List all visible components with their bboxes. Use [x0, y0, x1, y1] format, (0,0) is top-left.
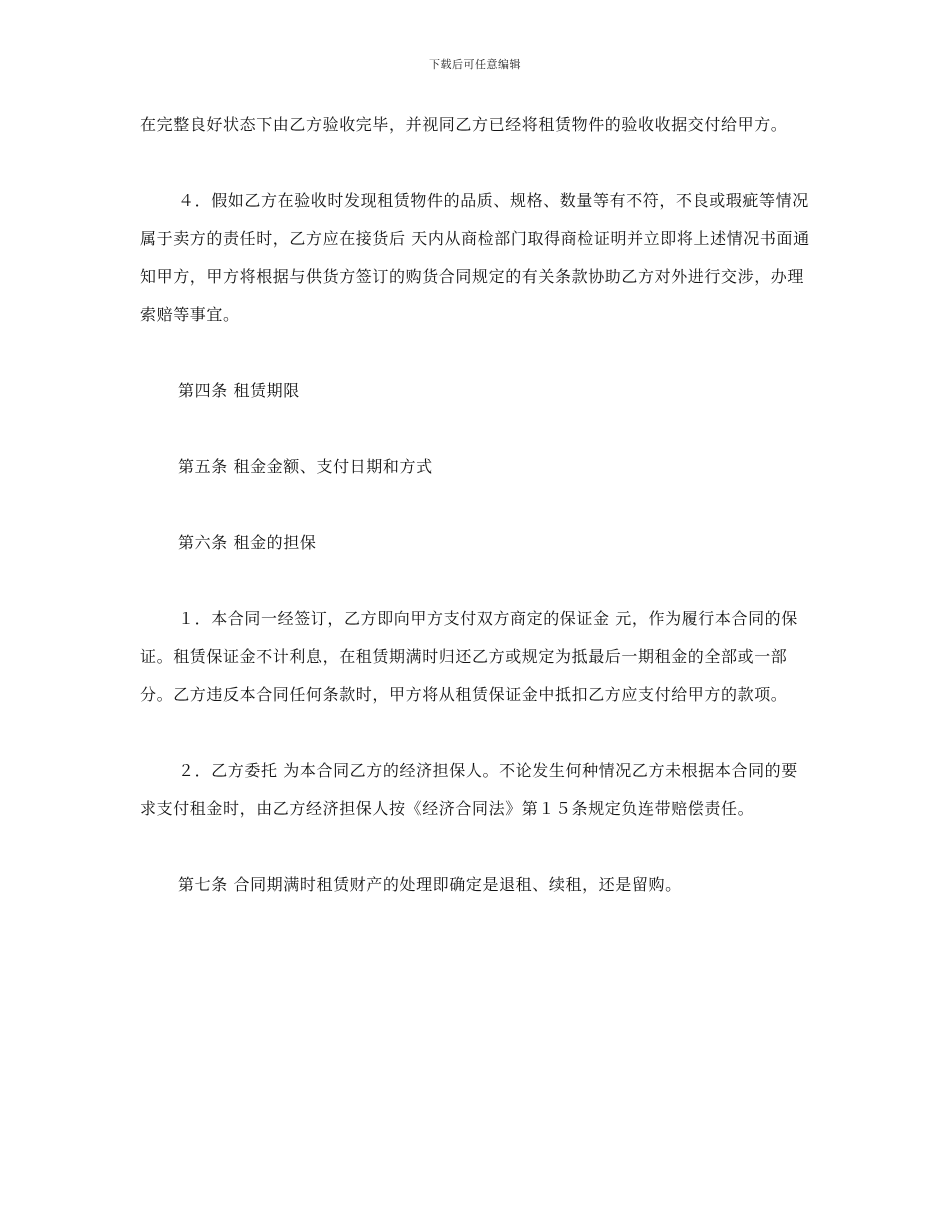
paragraph-gap: [140, 334, 812, 372]
article-4-heading: 第四条 租赁期限: [178, 381, 300, 400]
paragraph-clause-4: ４．假如乙方在验收时发现租赁物件的品质、规格、数量等有不符，不良或瑕疵等情况属于卖方的责任时，乙方应在接货后 天内从商检部门取得商检证明并立即将上述情况书面通知甲方，甲方将根据与供货方签订的购货合同规定的有关条款协助乙方对外进行交涉，办理索赔等事宜。: [140, 191, 810, 324]
page-header: 下载后可任意编辑: [429, 58, 521, 71]
paragraph-gap: [140, 486, 812, 524]
paragraph-gap: [140, 144, 812, 182]
paragraph-gap: [140, 828, 812, 866]
paragraph-guarantee-2: ２．乙方委托 为本合同乙方的经济担保人。不论发生何种情况乙方未根据本合同的要求支付租金时，由乙方经济担保人按《经济合同法》第１５条规定负连带赔偿责任。: [140, 761, 798, 818]
article-5-heading: 第五条 租金金额、支付日期和方式: [178, 457, 433, 476]
paragraph-gap: [140, 714, 812, 752]
paragraph-guarantee-1: １．本合同一经签订，乙方即向甲方支付双方商定的保证金 元，作为履行本合同的保证。租赁保证金不计利息，在租赁期满时归还乙方或规定为抵最后一期租金的全部或一部分。乙方违反本合同任何条款时，甲方将从租赁保证金中抵扣乙方应支付给甲方的款项。: [140, 609, 798, 704]
paragraph-gap: [140, 410, 812, 448]
paragraph-acceptance-continued: 在完整良好状态下由乙方验收完毕，并视同乙方已经将租赁物件的验收收据交付给甲方。: [140, 115, 788, 134]
article-7-heading: 第七条 合同期满时租赁财产的处理即确定是退租、续租，还是留购。: [178, 875, 682, 894]
article-6-heading: 第六条 租金的担保: [178, 533, 317, 552]
paragraph-gap: [140, 562, 812, 600]
document-body: [140, 106, 812, 904]
